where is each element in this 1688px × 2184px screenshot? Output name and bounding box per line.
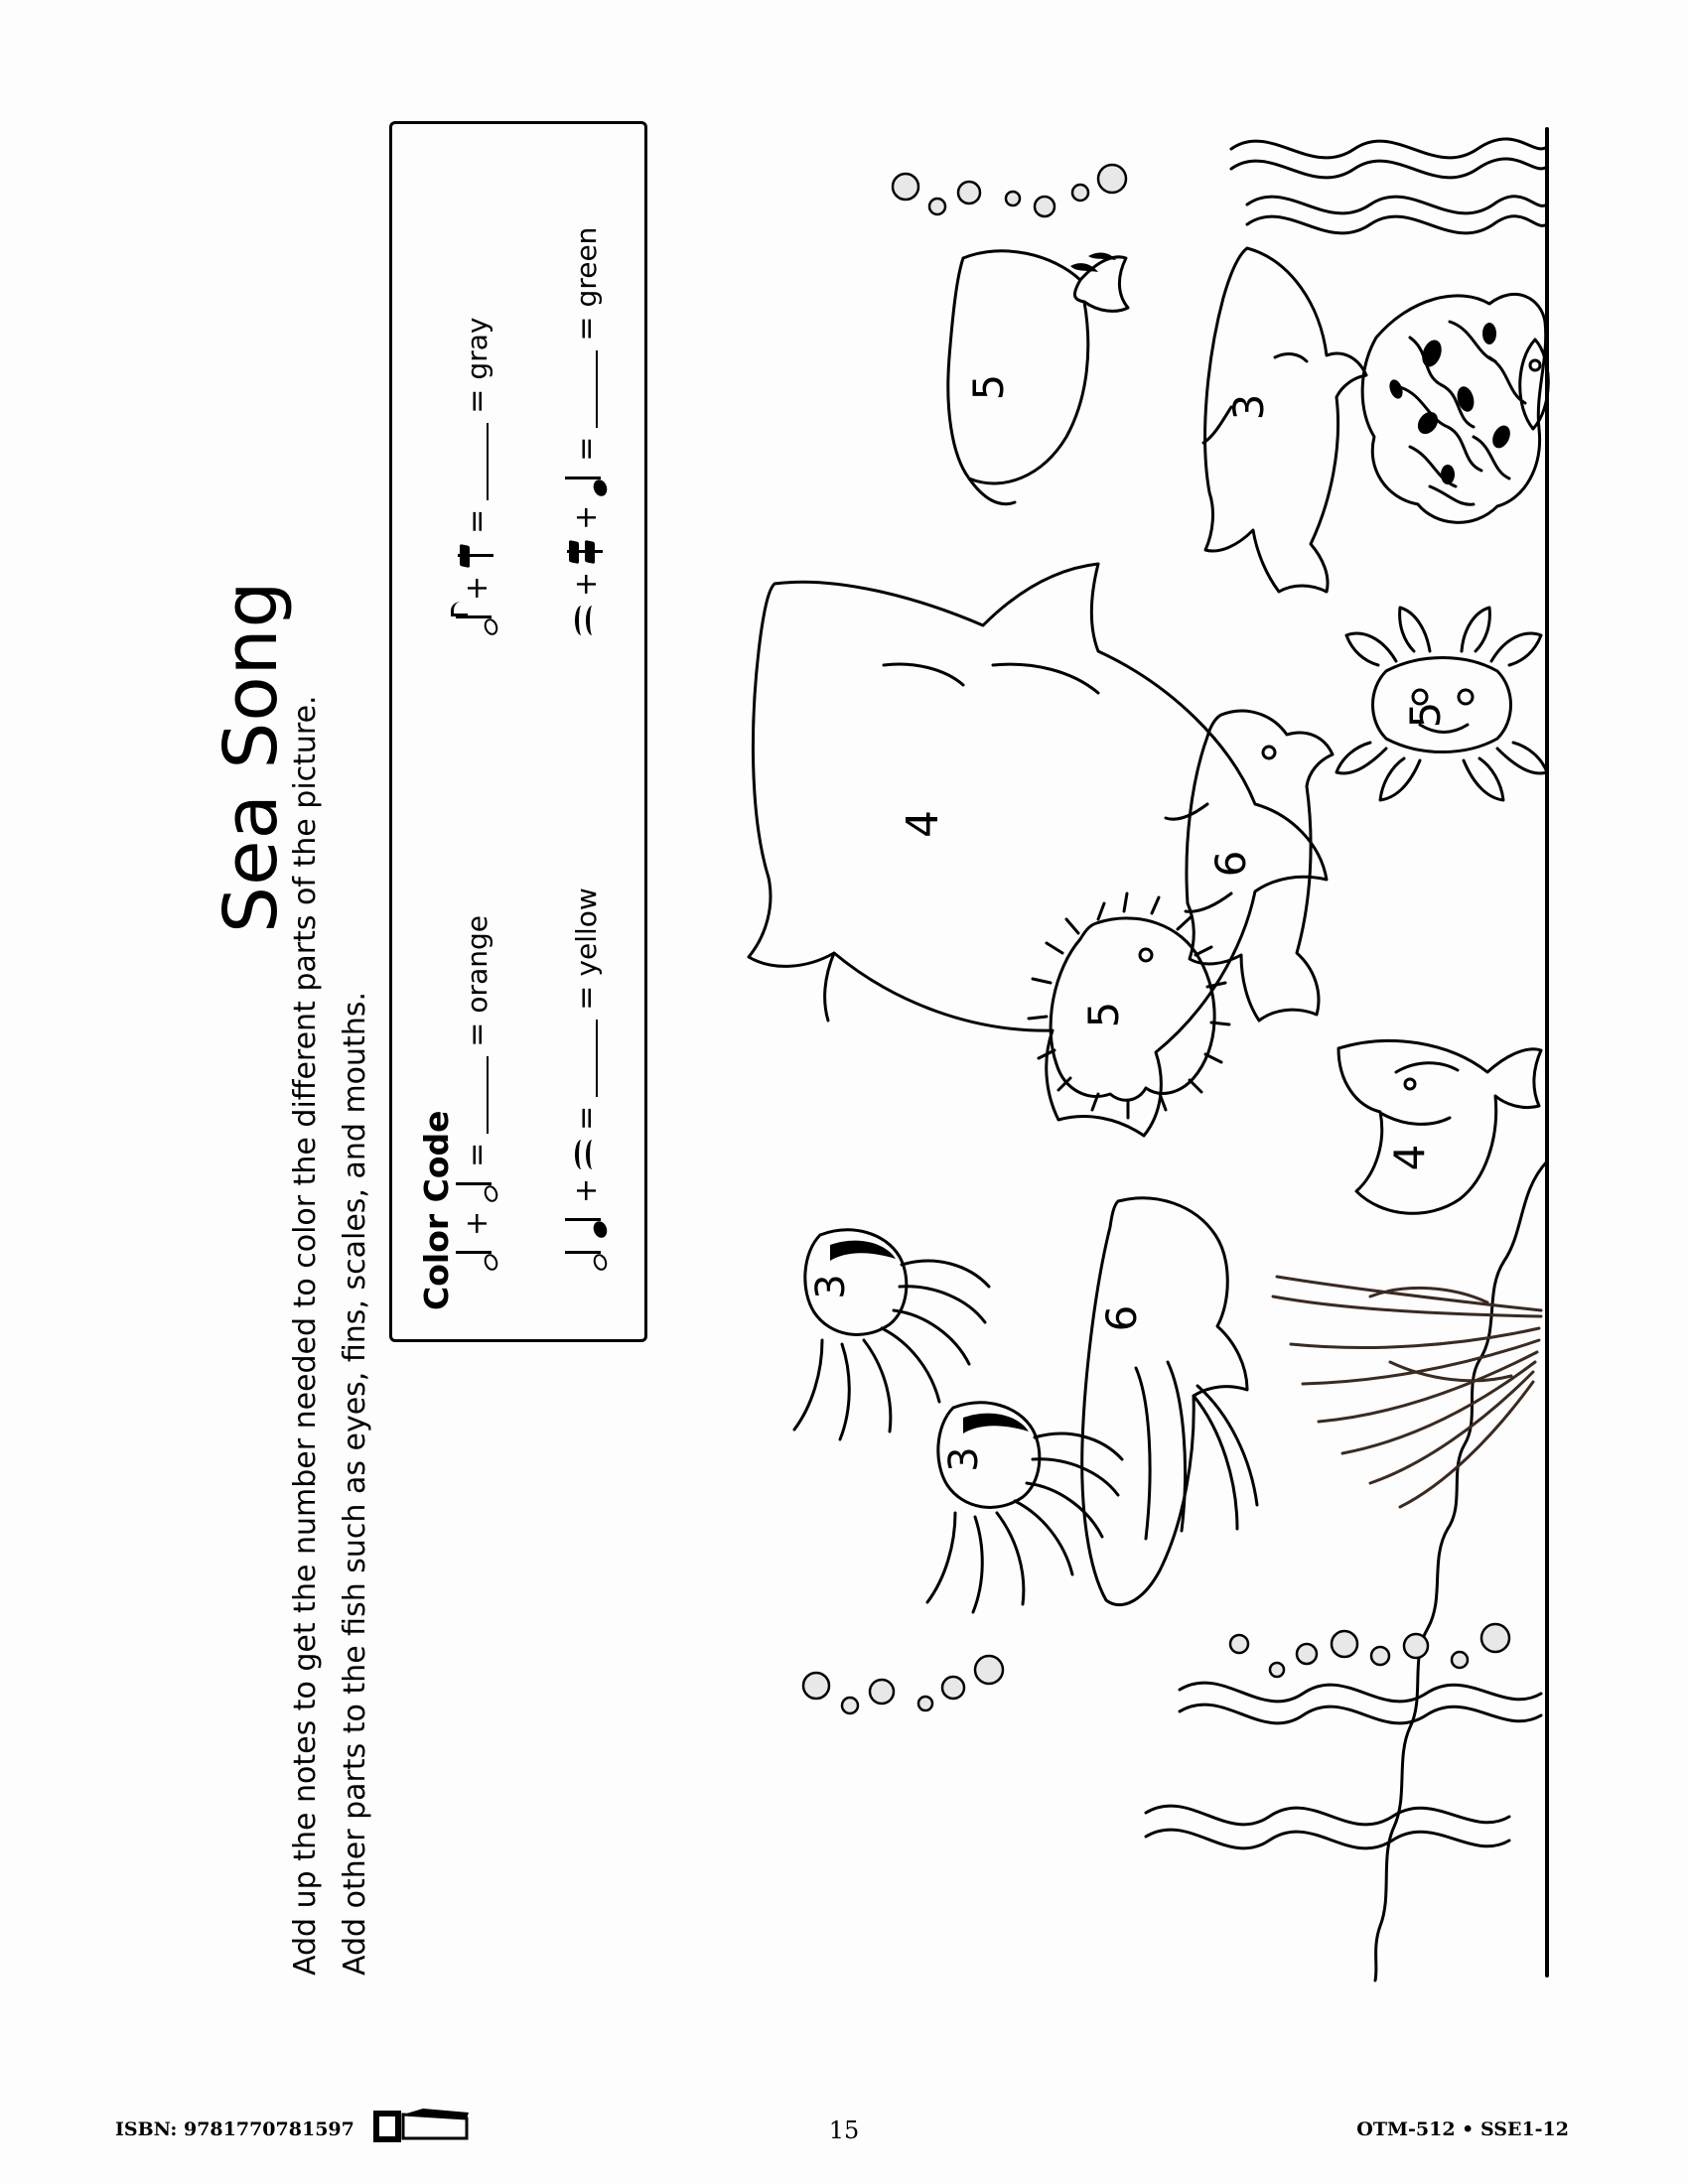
- half-note-icon: [454, 1176, 499, 1202]
- color-code-row-gray: [449, 318, 504, 635]
- picture-number-6-squid: 6: [1097, 1304, 1146, 1332]
- equals-result: =: [568, 985, 604, 1011]
- page-title: Sea Song: [209, 580, 294, 933]
- answer-blank-orange[interactable]: [465, 1056, 489, 1134]
- picture-number-5-crab: 5: [1401, 701, 1450, 729]
- product-code: OTM-512 • SSE1-12: [1356, 2118, 1569, 2140]
- picture-number-3-jellyfish-upper: 3: [808, 1274, 854, 1299]
- bar-note-icon: [454, 543, 499, 567]
- picture-number-4-shark-large: 4: [898, 810, 948, 838]
- plus-operator: +: [568, 571, 604, 597]
- equals-result: =: [568, 316, 604, 341]
- equals-result: =: [459, 1022, 494, 1047]
- color-word-gray: gray: [460, 317, 493, 380]
- picture-number-5-pufferfish: 5: [1079, 1001, 1128, 1028]
- equals-operator: =: [459, 1142, 494, 1167]
- picture-number-4-dolphin: 4: [1385, 1144, 1434, 1171]
- picture-number-3-jellyfish-lower: 3: [941, 1446, 987, 1472]
- instruction-line-2: Add other parts to the fish such as eyes, fins, scales, and mouths.: [338, 992, 372, 1976]
- eighth-note-icon: [454, 610, 499, 635]
- underwater-scene: [536, 109, 1589, 2025]
- plus-operator: +: [568, 1177, 604, 1203]
- color-word-yellow: yellow: [569, 887, 603, 977]
- equals-operator: =: [568, 436, 604, 462]
- page-number: 15: [828, 2116, 860, 2144]
- quarter-note-icon: [454, 1245, 499, 1271]
- instruction-line-1: Add up the notes to get the number needed to color the different parts of the picture.: [288, 695, 323, 1976]
- plus-operator-2: +: [568, 504, 604, 530]
- picture-number-6-fish-middle: 6: [1206, 850, 1255, 878]
- color-code-label: Color Code: [417, 1110, 456, 1310]
- equals-result: =: [459, 388, 494, 414]
- plus-operator: +: [459, 575, 494, 601]
- picture-number-5-angelfish: 5: [964, 373, 1013, 401]
- color-word-green: green: [569, 226, 603, 308]
- equals-operator: =: [568, 1105, 604, 1131]
- color-code-row-orange: [449, 915, 504, 1271]
- isbn-text: ISBN: 9781770781597: [115, 2118, 354, 2140]
- equals-operator: =: [459, 508, 494, 534]
- answer-blank-gray[interactable]: [465, 423, 489, 500]
- picture-number-3-shark-small: 3: [1224, 393, 1273, 421]
- color-word-orange: orange: [460, 915, 493, 1014]
- plus-operator: +: [459, 1210, 494, 1236]
